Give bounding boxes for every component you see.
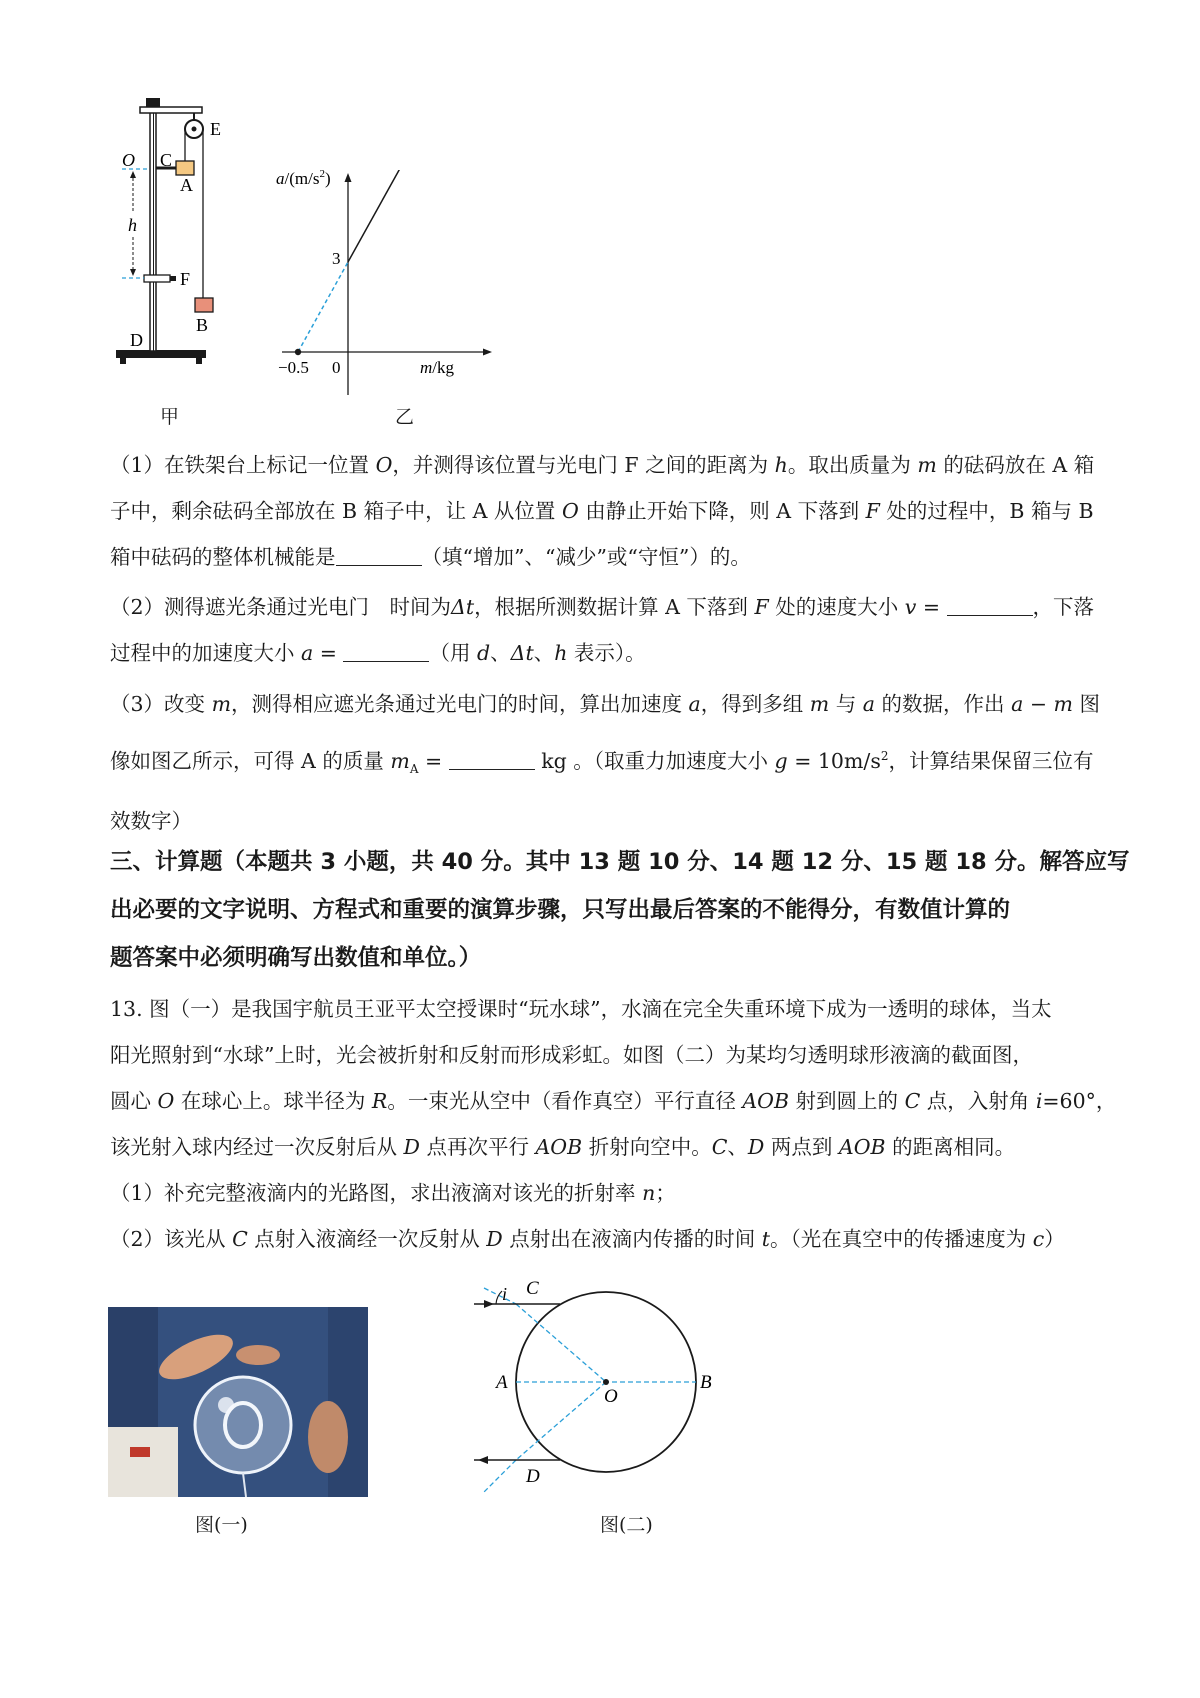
figure-droplet-cross-section bbox=[460, 1260, 760, 1505]
stand-base bbox=[116, 350, 206, 358]
label-C: C bbox=[160, 150, 173, 170]
label-O: O bbox=[604, 1386, 618, 1407]
y-intercept-label: 3 bbox=[332, 249, 341, 268]
label-B: B bbox=[196, 315, 209, 335]
caption-yi: 乙 bbox=[395, 406, 415, 428]
question-2: （2）测得遮光条通过光电门 时间为Δt，根据所测数据计算 A 下落到 F 处的速度大小 v = ，下落 过程中的加速度大小 a = （用 d、Δt、h 表示）。 bbox=[110, 595, 1095, 665]
normal-D bbox=[516, 1382, 606, 1460]
label-O: O bbox=[122, 150, 135, 170]
series-dashed-line bbox=[298, 262, 348, 352]
answer-blank-v[interactable] bbox=[947, 597, 1033, 616]
origin-label: 0 bbox=[332, 358, 341, 377]
figure-a-m-graph bbox=[270, 170, 500, 400]
x-intercept-label: −0.5 bbox=[278, 358, 309, 377]
label-F: F bbox=[180, 269, 191, 289]
label-E: E bbox=[210, 119, 221, 139]
answer-blank-mA[interactable] bbox=[449, 751, 535, 770]
caption-jia: 甲 bbox=[160, 406, 180, 428]
photo-water-ball bbox=[108, 1307, 368, 1497]
caption-fig-one: 图(一) bbox=[195, 1514, 248, 1536]
figure-apparatus bbox=[100, 95, 260, 435]
photogate-F bbox=[144, 275, 170, 282]
section-3-heading: 三、计算题（本题共 3 小题，共 40 分。其中 13 题 10 分、14 题 12 分、15 题 18 分。解答应写 出必要的文字说明、方程式和重要的演算步骤，只写出最后答案的不能得分，有数值计算的 题答案中必须明确写出数值和单位。） bbox=[110, 849, 1130, 971]
caption-fig-two: 图(二) bbox=[600, 1514, 653, 1536]
question-13: 13. 图（一）是我国宇航员王亚平太空授课时“玩水球”，水滴在完全失重环境下成为一透明的球体，当太 阳光照射到“水球”上时，光会被折射和反射而形成彩虹。如图（二）为某均匀透明球形液滴的截面图， 圆心 O 在球心上。球半径为 R。一束光从空中（看作真空）平行直径 AOB 射到圆上的 C 点，入射角 i=60°， 该光射入球内经过一次反射后从 D 点再次平行 AOB 折射向空中。C、D 两点到 AOB 的距离相同。 （1）补充完整液滴内的光路图，求出液滴对该光的折射率 n； （2）该光从 C 点射入液滴经一次反射从 D 点射出在液滴内传播的时间 t。（光在真空中的传播速度为 c） bbox=[110, 997, 1117, 1251]
y-axis-label: $a/(m/s^2)$ bbox=[276, 170, 331, 188]
top-arm bbox=[140, 107, 202, 113]
x-intercept-point bbox=[295, 349, 301, 355]
series-solid-line bbox=[348, 170, 408, 262]
answer-blank-a[interactable] bbox=[343, 643, 429, 662]
question-1: （1）在铁架台上标记一位置 O，并测得该位置与光电门 F 之间的距离为 h。取出质量为 m 的砝码放在 A 箱 子中，剩余砝码全部放在 B 箱子中，让 A 从位置 O 由静止开始下降，则 A 下落到 F 处的过程中，B 箱与 B 箱中砝码的整体机械能是 （填“增加”、“减少”或“守恒”）的。 bbox=[110, 453, 1095, 569]
label-i: i bbox=[502, 1284, 508, 1304]
center-point bbox=[603, 1379, 609, 1385]
label-A: A bbox=[180, 175, 193, 195]
box-B bbox=[195, 298, 213, 312]
label-h: h bbox=[128, 215, 137, 235]
label-D: D bbox=[526, 1466, 540, 1487]
label-C: C bbox=[526, 1278, 539, 1299]
box-A bbox=[176, 161, 194, 175]
label-D: D bbox=[130, 330, 143, 350]
x-axis-label: m/kg bbox=[420, 358, 455, 377]
label-A: A bbox=[496, 1372, 508, 1393]
question-3: （3）改变 m，测得相应遮光条通过光电门的时间，算出加速度 a，得到多组 m 与 a 的数据，作出 a − m 图 像如图乙所示，可得 A 的质量 $m_A$ = kg 。（取重力加速度大小 $g = 10m/s^2$，计算结果保留三位有 效数字） bbox=[110, 692, 1100, 833]
answer-blank-1[interactable] bbox=[336, 547, 422, 566]
normal-C bbox=[516, 1304, 606, 1382]
label-B: B bbox=[700, 1372, 712, 1393]
